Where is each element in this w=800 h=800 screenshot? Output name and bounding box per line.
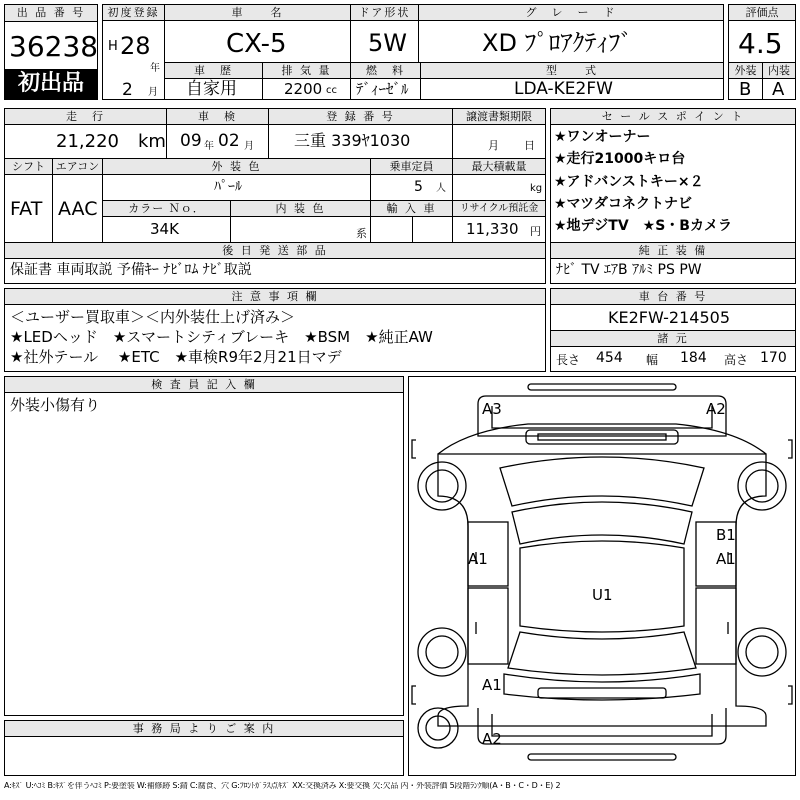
width: 184 xyxy=(680,350,707,366)
era: H xyxy=(108,39,118,54)
car-name: CX-5 xyxy=(226,29,287,59)
transfer-month-unit: 月 xyxy=(488,139,499,152)
color-no-label: カラー Ｎｏ． xyxy=(103,201,230,216)
damage-mark: A1 xyxy=(716,550,736,568)
transfer-label: 譲渡書類期限 xyxy=(453,109,545,124)
mileage-unit: km xyxy=(138,131,166,152)
equipment: ﾅﾋﾞ TV ｴｱB ｱﾙﾐ PS PW xyxy=(556,262,702,278)
displacement-label: 排 気 量 xyxy=(263,63,350,78)
later-parts: 保証書 車両取説 予備ｷｰ ﾅﾋﾞﾛﾑ ﾅﾋﾞ取説 xyxy=(10,262,252,278)
note-line: ＜ユーザー買取車＞＜内外装仕上げ済み＞ xyxy=(10,308,296,326)
car-diagram xyxy=(408,376,796,776)
recycle-unit: 円 xyxy=(530,225,541,238)
score-label: 評価点 xyxy=(729,5,795,20)
transfer-day-unit: 日 xyxy=(524,139,535,152)
shift-label: シフト xyxy=(5,159,52,174)
first-listing-badge: 初出品 xyxy=(5,69,97,99)
history: 自家用 xyxy=(186,79,237,99)
model-label: 型 式 xyxy=(421,63,723,78)
score: 4.5 xyxy=(738,27,783,60)
damage-mark: A2 xyxy=(482,730,502,748)
damage-mark: A2 xyxy=(706,400,726,418)
displacement: 2200 xyxy=(284,80,323,98)
max-load-unit: kg xyxy=(530,183,543,194)
reg-no-label: 登 録 番 号 xyxy=(269,109,452,124)
int-color-unit: 系 xyxy=(356,227,367,240)
inspector-note: 外装小傷有り xyxy=(10,396,101,414)
model: LDA-KE2FW xyxy=(514,79,613,99)
damage-mark: A1 xyxy=(482,676,502,694)
note-line: ★社外テール ★ETC ★車検R9年2月21日マデ xyxy=(10,348,342,366)
interior-label: 内装 xyxy=(763,63,795,78)
equipment-label: 純 正 装 備 xyxy=(551,243,795,258)
door-type: 5W xyxy=(368,29,407,57)
capacity-label: 乗車定員 xyxy=(371,159,452,174)
import-label: 輸 入 車 xyxy=(371,201,452,216)
inspector-label: 検 査 員 記 入 欄 xyxy=(5,377,403,392)
first-reg-label: 初度登録 xyxy=(103,5,164,20)
inspection-month: 02 xyxy=(218,131,240,151)
first-reg-month: 2 xyxy=(122,80,133,100)
mileage-label: 走 行 xyxy=(5,109,166,124)
month-unit: 月 xyxy=(148,87,158,98)
inspection-month-unit: 月 xyxy=(244,141,254,152)
lot-label: 出 品 番 号 xyxy=(5,5,97,22)
int-color-label: 内 装 色 xyxy=(231,201,370,216)
selling-point: ★マツダコネクトナビ xyxy=(554,196,692,212)
exterior-grade: B xyxy=(739,79,752,100)
aircon: AAC xyxy=(58,198,98,220)
displacement-unit: cc xyxy=(326,85,337,96)
chassis-number: KE2FW-214505 xyxy=(608,308,731,327)
ext-color: ﾊﾟｰﾙ xyxy=(214,179,242,195)
fuel-label: 燃 料 xyxy=(351,63,420,78)
width-label: 幅 xyxy=(646,353,659,367)
grade-label: グ レ ー ド xyxy=(419,5,723,20)
inspection-label: 車 検 xyxy=(167,109,268,124)
capacity-unit: 人 xyxy=(436,183,446,194)
recycle-amount: 11,330 xyxy=(466,220,519,238)
history-label: 車 歴 xyxy=(165,63,262,78)
damage-mark: U1 xyxy=(592,586,613,604)
later-parts-label: 後 日 発 送 部 品 xyxy=(5,243,545,258)
exterior-label: 外装 xyxy=(729,63,762,78)
selling-point: ★走行21000キロ台 xyxy=(554,151,686,167)
recycle-label: リサイクル預託金 xyxy=(453,201,545,216)
selling-point: ★アドバンストキー×２ xyxy=(554,174,704,190)
selling-point: ★地デジTV ★S・Bカメラ xyxy=(554,218,732,234)
damage-mark: A1 xyxy=(468,550,488,568)
selling-point: ★ワンオーナー xyxy=(554,129,651,145)
inspection-year: 09 xyxy=(180,131,202,151)
damage-mark: B1 xyxy=(716,526,736,544)
fuel: ﾃﾞｨｰｾﾞﾙ xyxy=(356,80,409,98)
color-no: 34K xyxy=(150,220,179,238)
selling-points-label: セ ー ル ス ポ イ ン ト xyxy=(551,109,795,124)
inspection-year-unit: 年 xyxy=(204,141,214,152)
max-load-label: 最大積載量 xyxy=(453,159,545,174)
lot-box xyxy=(4,4,98,100)
height: 170 xyxy=(760,350,787,366)
height-label: 高さ xyxy=(724,353,749,367)
mileage: 21,220 xyxy=(56,131,119,152)
office-label: 事 務 局 よ り ご 案 内 xyxy=(5,721,403,736)
year-unit: 年 xyxy=(150,63,160,74)
first-reg-year: 28 xyxy=(120,32,151,60)
door-label: ドア形状 xyxy=(351,5,418,20)
legend: A:ｷｽﾞ U:ﾍｺﾐ B:ｷｽﾞを伴うﾍｺﾐ P:要塗装 W:補修跡 S:錆 C:腐食、穴 G:ﾌﾛﾝﾄｶﾞﾗｽ点ｷｽﾞ XX:交換済み X:要交換 欠:欠品 内・外装評価 5段階ﾗﾝｸ順(A・B・C・D・E) 2 xyxy=(4,782,561,790)
reg-no: 三重 339ﾔ1030 xyxy=(294,131,411,150)
ext-color-label: 外 装 色 xyxy=(103,159,370,174)
aircon-label: エアコン xyxy=(53,159,102,174)
damage-mark: A3 xyxy=(482,400,502,418)
chassis-label: 車 台 番 号 xyxy=(551,289,795,304)
length: 454 xyxy=(596,350,623,366)
length-label: 長さ xyxy=(556,353,581,367)
capacity: 5 xyxy=(414,179,423,195)
lot-number: 36238 xyxy=(9,30,99,63)
spec-label: 諸 元 xyxy=(551,331,795,346)
notes-label: 注 意 事 項 欄 xyxy=(5,289,545,304)
grade: XD ﾌﾟﾛｱｸﾃｨﾌﾞ xyxy=(482,29,633,57)
note-line: ★LEDヘッド ★スマートシティブレーキ ★BSM ★純正AW xyxy=(10,328,433,346)
shift: FAT xyxy=(10,198,43,220)
inspector-box xyxy=(4,376,404,716)
car-name-label: 車 名 xyxy=(165,5,350,20)
interior-grade: A xyxy=(772,79,785,100)
